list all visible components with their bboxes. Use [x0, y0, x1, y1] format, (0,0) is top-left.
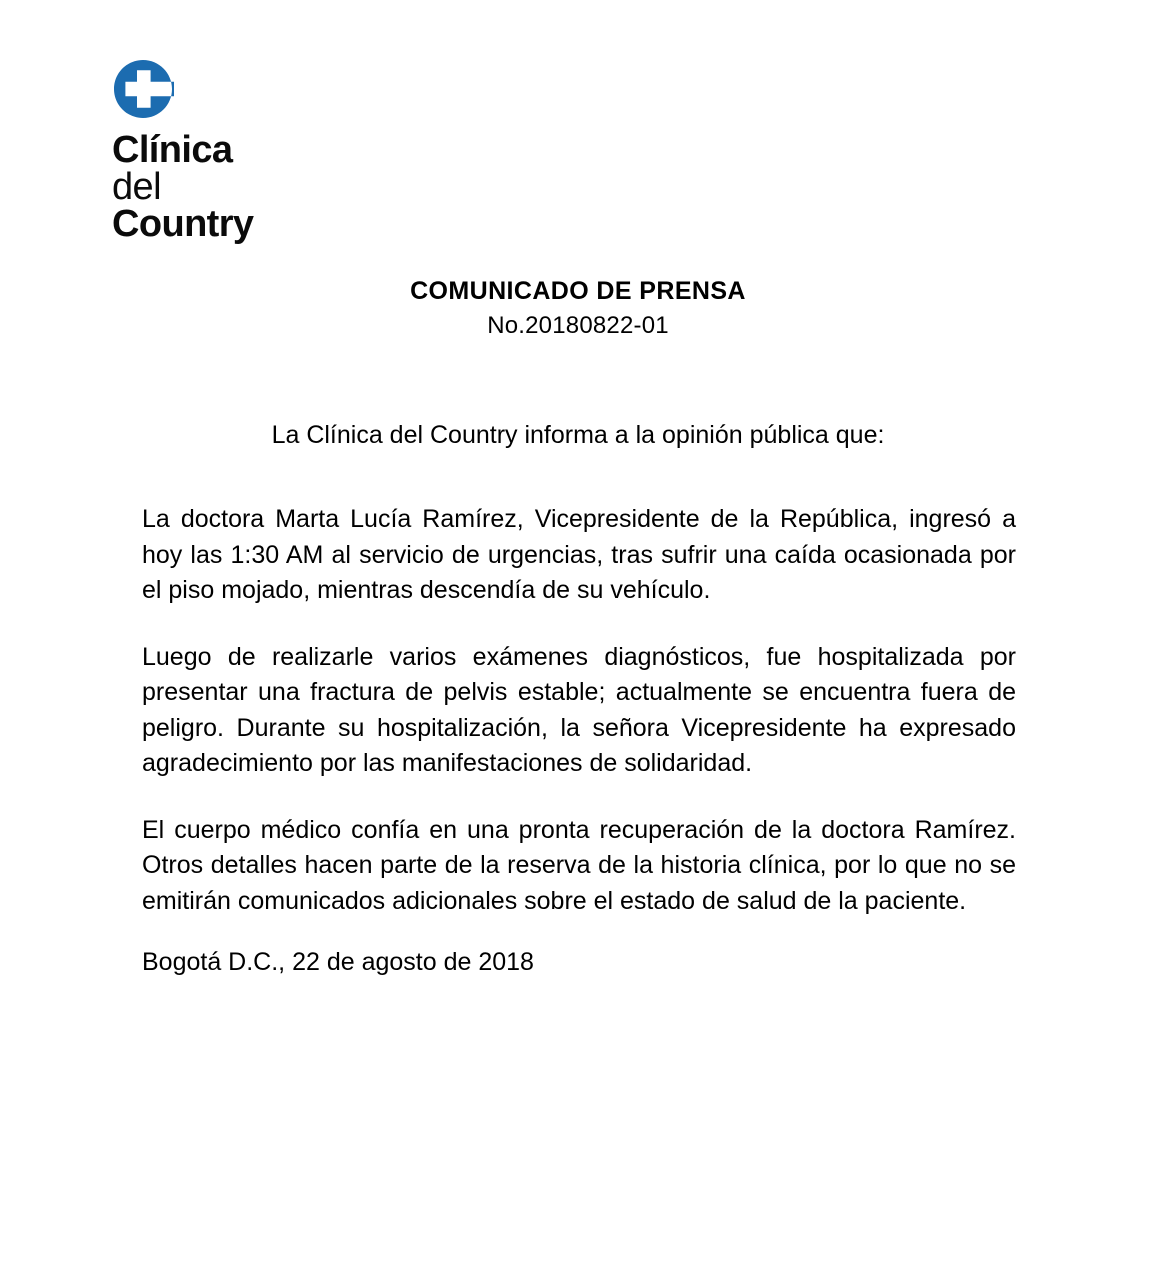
body-paragraph: Luego de realizarle varios exámenes diagnósticos, fue hospitalizada por presentar una fractura de pelvis estable; actualmente se encuentra fuera de peligro. Durante su hospitalización, la señora Vicepresidente ha expresado agradecimiento por las manifestaciones de solidaridad.	[142, 642, 1016, 777]
document-number: No.20180822-01	[487, 312, 669, 340]
body-copy	[142, 502, 1016, 919]
body-paragraph: El cuerpo médico confía en una pronta recuperación de la doctora Ramírez. Otros detalles hacen parte de la reserva de la historia clínica, por lo que no se emitirán comunicados adicionales sobre el estado de salud de la paciente.	[142, 815, 1016, 915]
logo-wordmark	[112, 129, 532, 245]
logo-wordmark-line-1: Clínica	[112, 129, 233, 171]
page-title: COMUNICADO DE PRENSA	[410, 277, 746, 305]
salutation-line: La Clínica del Country informa a la opinión pública que:	[271, 421, 885, 449]
place-and-date: Bogotá D.C., 22 de agosto de 2018	[142, 948, 534, 976]
logo-wordmark-line-2: del	[112, 165, 161, 208]
logo-wordmark-line-3: Country	[112, 202, 254, 245]
clinic-cross-logo-icon	[112, 58, 174, 120]
document-header	[0, 276, 1156, 341]
letterhead	[112, 58, 532, 243]
body-paragraph: La doctora Marta Lucía Ramírez, Vicepresidente de la República, ingresó a hoy las 1:30 AM al servicio de urgencias, tras sufrir una caída ocasionada por el piso mojado, mientras descendía de su vehículo.	[142, 505, 1016, 604]
